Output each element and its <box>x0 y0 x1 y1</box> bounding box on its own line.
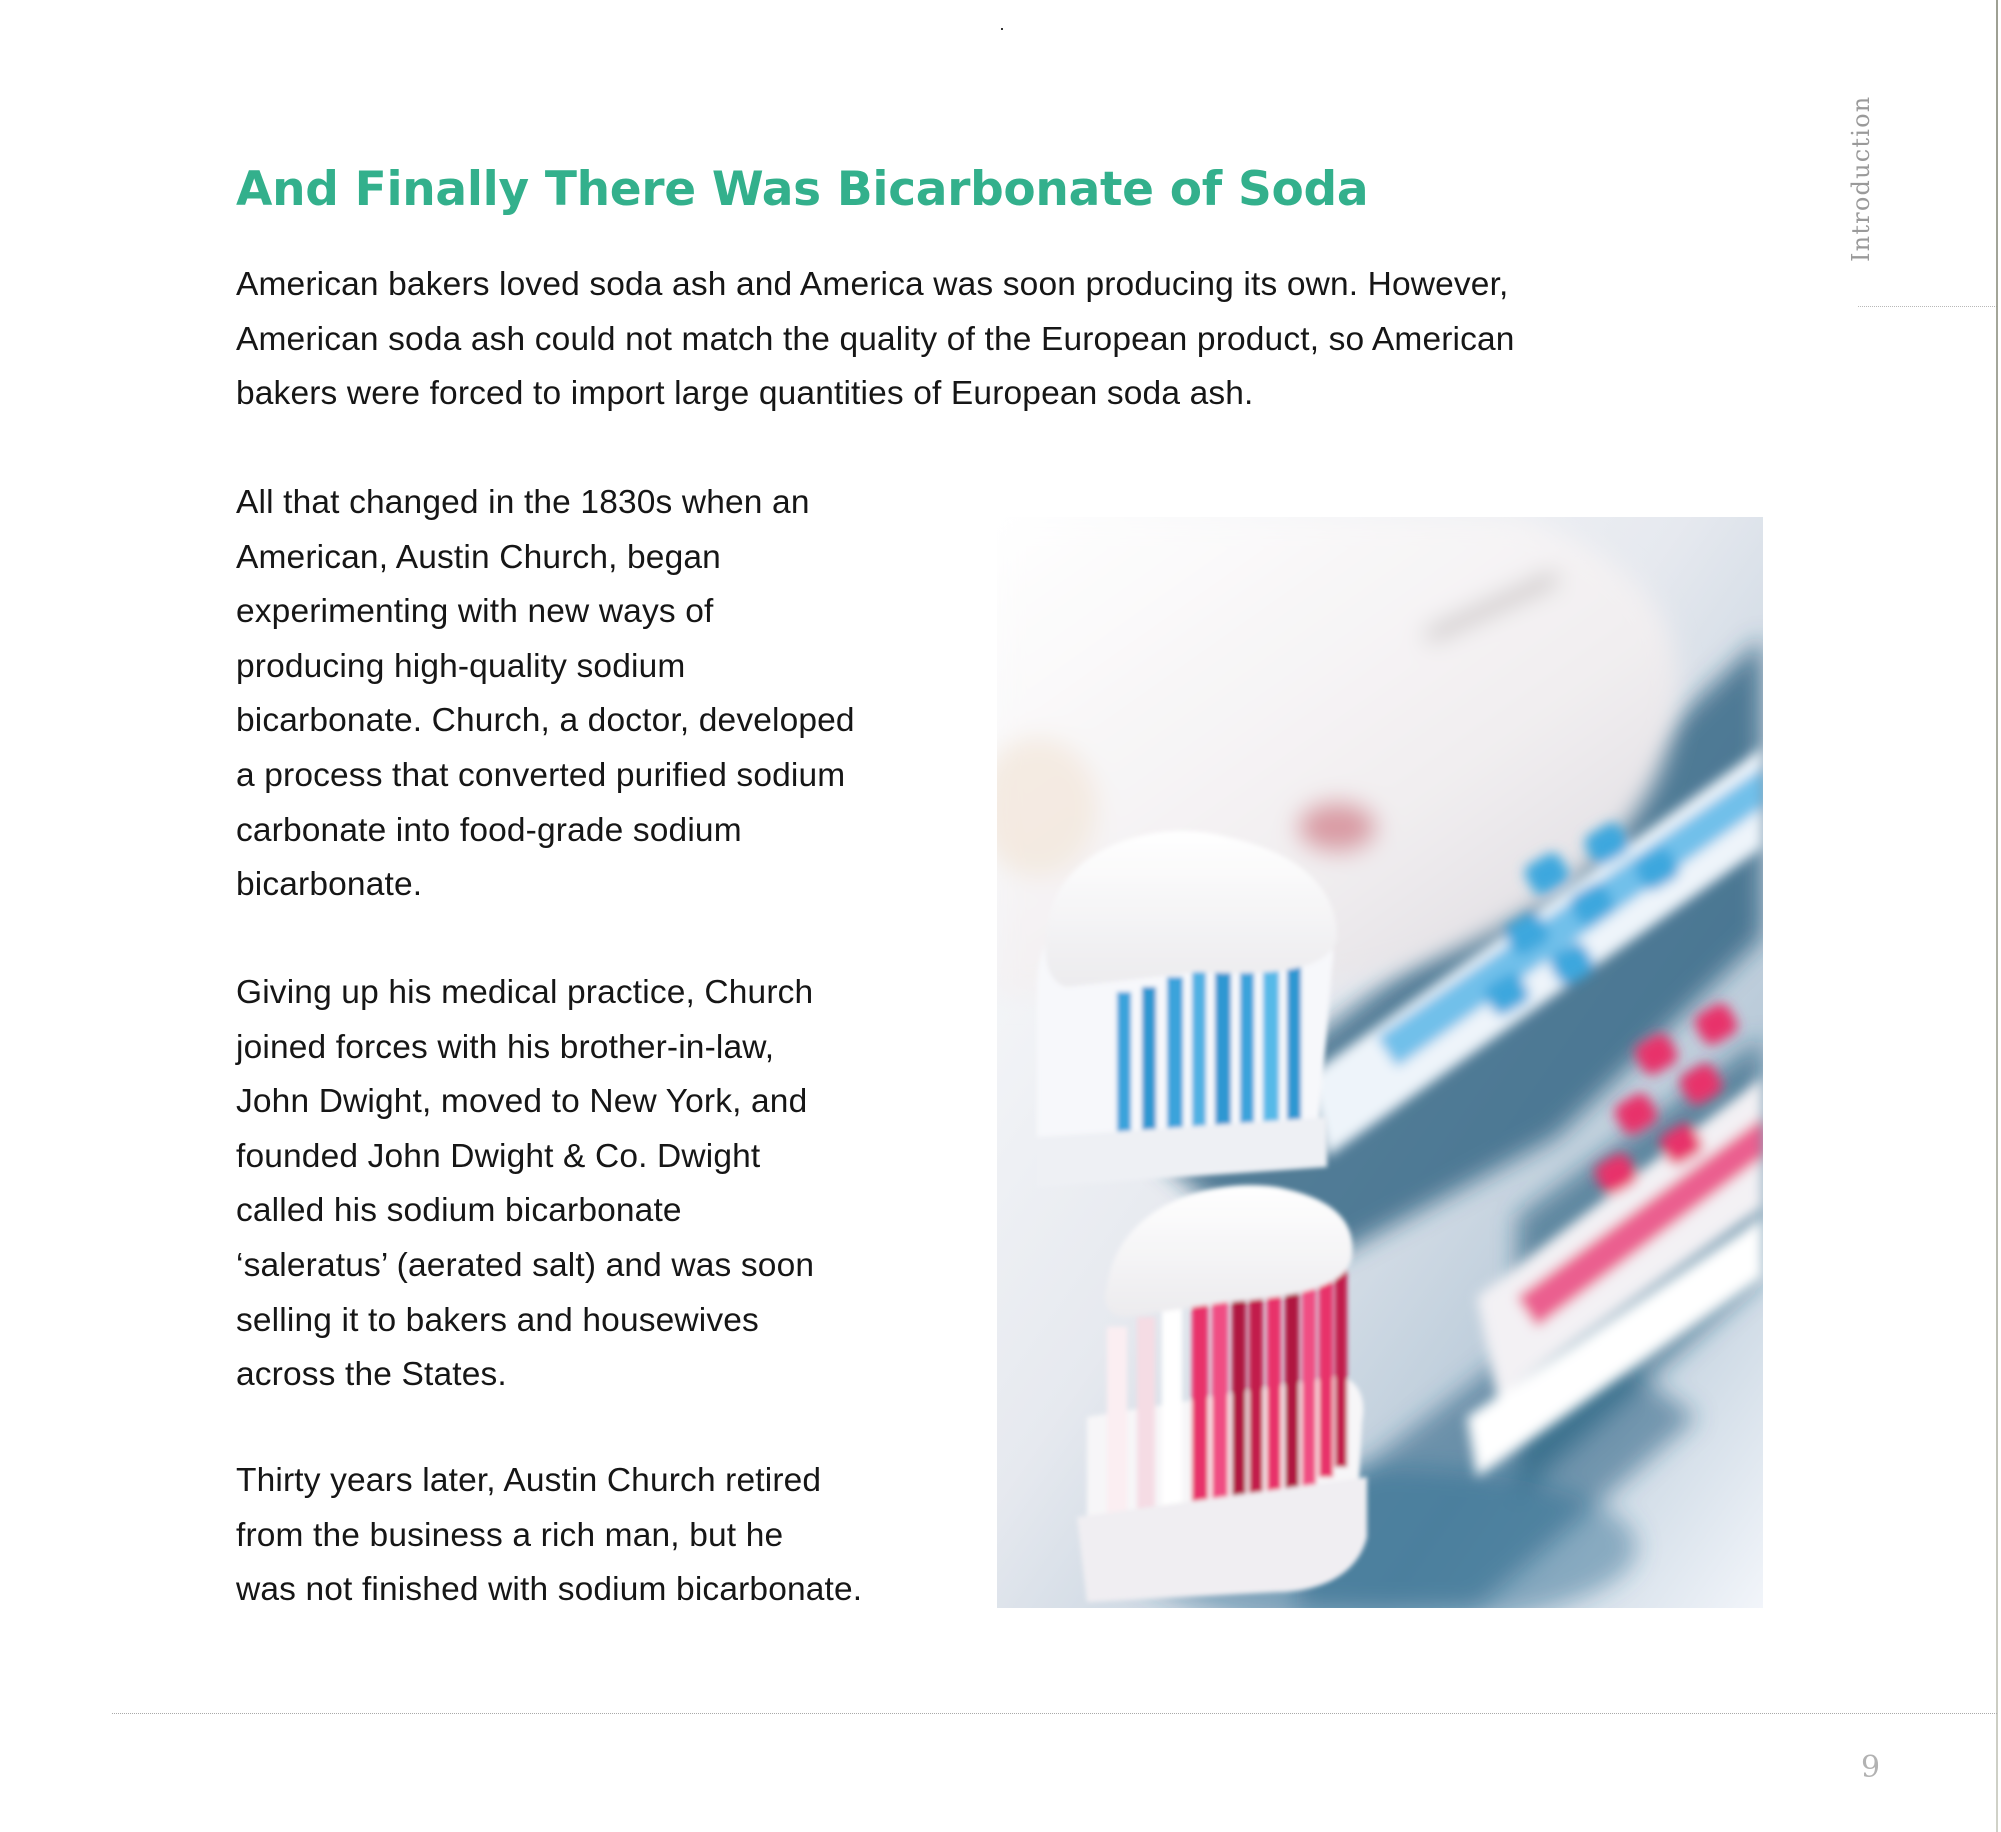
paragraph-line: called his sodium bicarbonate <box>236 1192 682 1230</box>
paragraph-line: Thirty years later, Austin Church retired <box>236 1462 822 1499</box>
page-number: 9 <box>1861 1750 1881 1785</box>
paragraph-john-dwight <box>236 966 936 1403</box>
paragraph-line: bakers were forced to import large quantities of European soda ash. <box>236 375 1254 413</box>
paragraph-intro <box>236 258 1696 422</box>
section-label: Introduction <box>1847 95 1875 262</box>
paragraph-line: experimenting with new ways of <box>236 593 714 631</box>
section-divider <box>1858 306 1997 307</box>
paragraph-austin-church <box>236 476 936 913</box>
paragraph-line: producing high-quality sodium <box>236 647 686 685</box>
paragraph-line: bicarbonate. <box>236 866 423 904</box>
paragraph-line: American, Austin Church, began <box>236 538 721 576</box>
page-title: And Finally There Was Bicarbonate of Soda <box>236 162 1369 217</box>
paragraph-line: joined forces with his brother-in-law, <box>236 1028 775 1066</box>
footer-divider <box>112 1713 1997 1714</box>
scan-speck <box>1001 28 1003 30</box>
paragraph-line: selling it to bakers and housewives <box>236 1301 759 1339</box>
paragraph-line: Giving up his medical practice, Church <box>236 974 814 1011</box>
paragraph-line: founded John Dwight & Co. Dwight <box>236 1137 761 1175</box>
paragraph-line: across the States. <box>236 1356 507 1394</box>
paragraph-line: ‘saleratus’ (aerated salt) and was soon <box>236 1246 815 1284</box>
paragraph-line: American soda ash could not match the quality of the European product, so American <box>236 320 1515 358</box>
toothbrush-photo <box>997 517 1763 1608</box>
paragraph-line: carbonate into food-grade sodium <box>236 811 742 849</box>
paragraph-line: All that changed in the 1830s when an <box>236 484 810 521</box>
paragraph-line: John Dwight, moved to New York, and <box>236 1083 808 1121</box>
paragraph-line: from the business a rich man, but he <box>236 1516 784 1554</box>
page-edge <box>1996 0 1998 1832</box>
paragraph-retirement <box>236 1454 936 1618</box>
paragraph-line: American bakers loved soda ash and America was soon producing its own. However, <box>236 266 1509 303</box>
paragraph-line: bicarbonate. Church, a doctor, developed <box>236 702 855 740</box>
paragraph-line: a process that converted purified sodium <box>236 756 846 794</box>
paragraph-line: was not finished with sodium bicarbonate. <box>236 1571 863 1609</box>
